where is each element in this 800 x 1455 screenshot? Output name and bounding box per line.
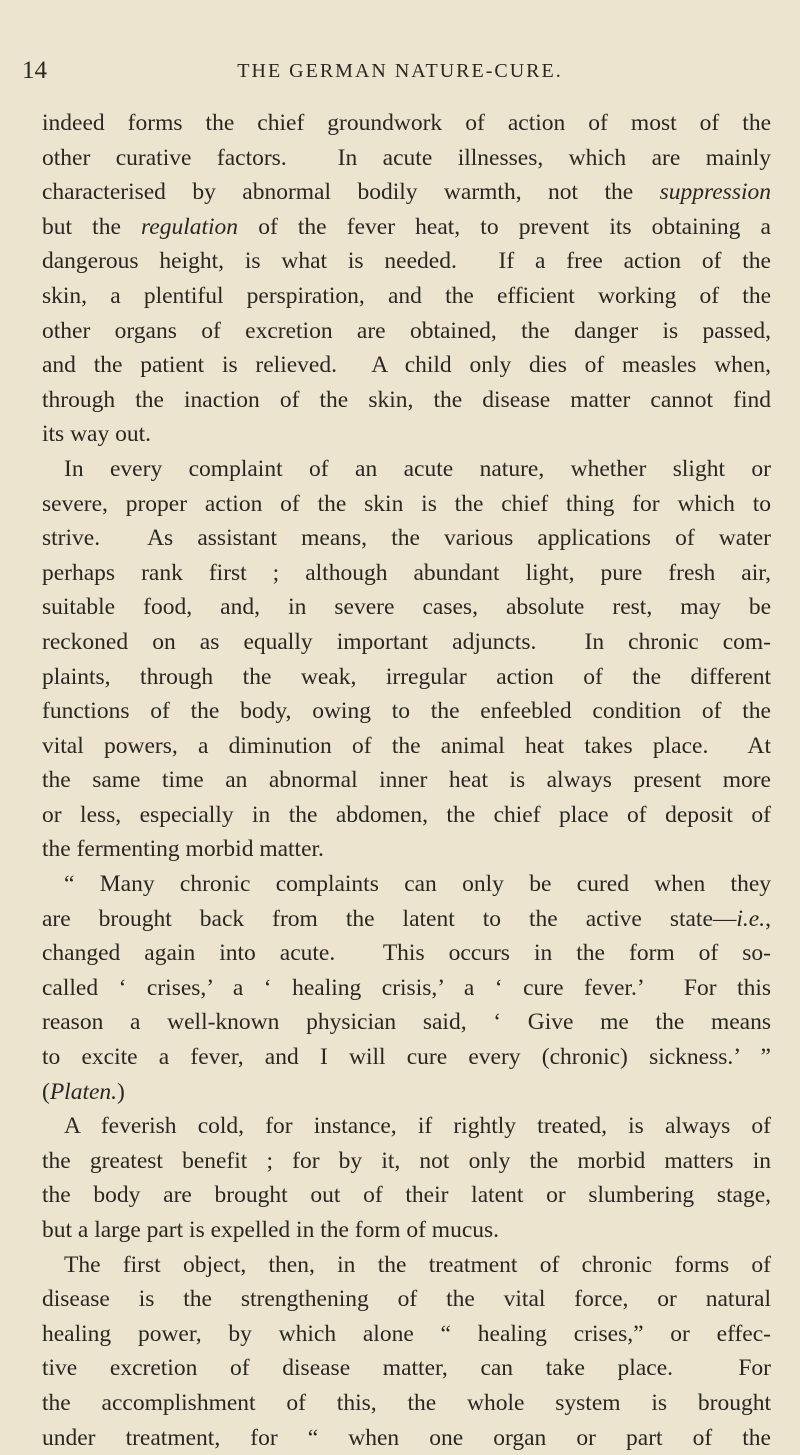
text-segment: the body are brought out of their latent or slumbering stage, bbox=[42, 1182, 771, 1209]
text-line bbox=[42, 1040, 771, 1075]
text-segment: severe, proper action of the skin is the chief thing for which to bbox=[42, 490, 771, 517]
text-line bbox=[42, 1109, 771, 1144]
text-segment: other organs of excretion are obtained, the danger is passed, bbox=[42, 317, 771, 344]
text-line bbox=[42, 348, 771, 383]
text-segment: changed again into acute. This occurs in the form of so- bbox=[42, 940, 771, 967]
text-segment: indeed forms the chief groundwork of action of most of the bbox=[42, 110, 771, 136]
body-text bbox=[42, 106, 771, 1455]
text-line bbox=[42, 452, 771, 487]
text-line bbox=[42, 971, 771, 1006]
page-number: 14 bbox=[22, 57, 47, 84]
text-segment: disease is the strengthening of the vital force, or natural bbox=[42, 1286, 771, 1313]
page-header bbox=[0, 56, 800, 86]
text-line bbox=[42, 244, 771, 279]
text-line bbox=[42, 902, 771, 937]
text-line bbox=[42, 798, 771, 833]
text-segment: and the patient is relieved. A child only dies of measles when, bbox=[42, 352, 771, 379]
text-segment: The first object, then, in the treatment of chronic forms of bbox=[64, 1251, 771, 1278]
text-segment: its way out. bbox=[42, 421, 152, 448]
text-line bbox=[42, 1005, 771, 1040]
text-segment: under treatment, for “ when one organ or part of the bbox=[42, 1424, 771, 1451]
text-line bbox=[42, 175, 771, 210]
text-segment: plaints, through the weak, irregular action of the different bbox=[42, 663, 771, 690]
text-segment: to excite a fever, and I will cure every (chronic) sickness.’ ” bbox=[42, 1044, 771, 1071]
text-line bbox=[42, 763, 771, 798]
running-title: THE GERMAN NATURE-CURE. bbox=[237, 60, 563, 82]
text-segment: the fermenting morbid matter. bbox=[42, 836, 324, 863]
text-segment: or less, especially in the abdomen, the chief place of deposit of bbox=[42, 801, 771, 828]
text-segment: dangerous height, is what is needed. If a free action of the bbox=[42, 248, 771, 275]
text-segment: ( bbox=[42, 1078, 50, 1105]
text-line bbox=[42, 1421, 771, 1455]
text-segment: called ‘ crises,’ a ‘ healing crisis,’ a ‘ cure fever.’ For this bbox=[42, 974, 771, 1001]
text-line bbox=[42, 729, 771, 764]
text-segment: are brought back from the latent to the active state— bbox=[42, 905, 737, 932]
text-line bbox=[42, 1213, 771, 1248]
italic-text: Platen. bbox=[49, 1078, 118, 1105]
text-segment: tive excretion of disease matter, can take place. For bbox=[42, 1355, 771, 1382]
text-line bbox=[42, 832, 771, 867]
text-segment: vital powers, a diminution of the animal heat takes place. At bbox=[42, 732, 771, 759]
text-segment: of the fever heat, to prevent its obtaining a bbox=[238, 213, 771, 240]
text-line bbox=[42, 1178, 771, 1213]
text-line bbox=[42, 314, 771, 349]
text-line bbox=[42, 1282, 771, 1317]
text-segment: reckoned on as equally important adjuncts. In chronic com- bbox=[42, 628, 771, 655]
text-segment: other curative factors. In acute illnesses, which are mainly bbox=[42, 144, 771, 171]
text-line bbox=[42, 1386, 771, 1421]
text-segment: skin, a plentiful perspiration, and the efficient working of the bbox=[42, 282, 771, 309]
text-segment: , bbox=[765, 905, 771, 932]
text-line bbox=[42, 936, 771, 971]
text-line bbox=[42, 1317, 771, 1352]
text-segment: the greatest benefit ; for by it, not only the morbid matters in bbox=[42, 1147, 771, 1174]
text-segment: characterised by abnormal bodily warmth, not the bbox=[42, 179, 660, 206]
text-segment: but a large part is expelled in the form of mucus. bbox=[42, 1217, 500, 1243]
text-segment: suitable food, and, in severe cases, absolute rest, may be bbox=[42, 594, 771, 621]
text-segment: “ Many chronic complaints can only be cured when they bbox=[64, 871, 771, 898]
text-segment: In every complaint of an acute nature, whether slight or bbox=[64, 455, 771, 482]
text-line bbox=[42, 694, 771, 729]
text-line bbox=[42, 279, 771, 314]
text-segment: healing power, by which alone “ healing crises,” or effec- bbox=[42, 1320, 771, 1347]
text-line bbox=[42, 1075, 771, 1110]
text-line bbox=[42, 106, 771, 141]
text-line bbox=[42, 590, 771, 625]
text-line bbox=[42, 141, 771, 176]
text-segment: strive. As assistant means, the various applications of water bbox=[42, 525, 771, 552]
text-segment: reason a well-known physician said, ‘ Give me the means bbox=[42, 1009, 771, 1036]
text-segment: through the inaction of the skin, the disease matter cannot find bbox=[42, 386, 771, 413]
text-segment: functions of the body, owing to the enfeebled condition of the bbox=[42, 698, 771, 725]
text-line bbox=[42, 625, 771, 660]
italic-text: i.e. bbox=[736, 905, 766, 932]
text-line bbox=[42, 487, 771, 522]
text-line bbox=[42, 867, 771, 902]
text-segment: the same time an abnormal inner heat is always present more bbox=[42, 767, 771, 794]
text-segment: perhaps rank first ; although abundant light, pure fresh air, bbox=[42, 559, 771, 586]
text-line bbox=[42, 521, 771, 556]
text-line bbox=[42, 383, 771, 418]
text-line bbox=[42, 556, 771, 591]
text-line bbox=[42, 210, 771, 245]
text-segment: the accomplishment of this, the whole system is brought bbox=[42, 1389, 771, 1416]
text-line bbox=[42, 1351, 771, 1386]
text-segment: ) bbox=[117, 1078, 125, 1105]
italic-text: regulation bbox=[141, 213, 239, 240]
text-segment: A feverish cold, for instance, if rightly treated, is always of bbox=[64, 1113, 771, 1140]
italic-text: suppression bbox=[659, 179, 771, 206]
text-line bbox=[42, 417, 771, 452]
text-line bbox=[42, 1248, 771, 1283]
text-line bbox=[42, 660, 771, 695]
text-segment: but the bbox=[42, 213, 142, 240]
text-line bbox=[42, 1144, 771, 1179]
